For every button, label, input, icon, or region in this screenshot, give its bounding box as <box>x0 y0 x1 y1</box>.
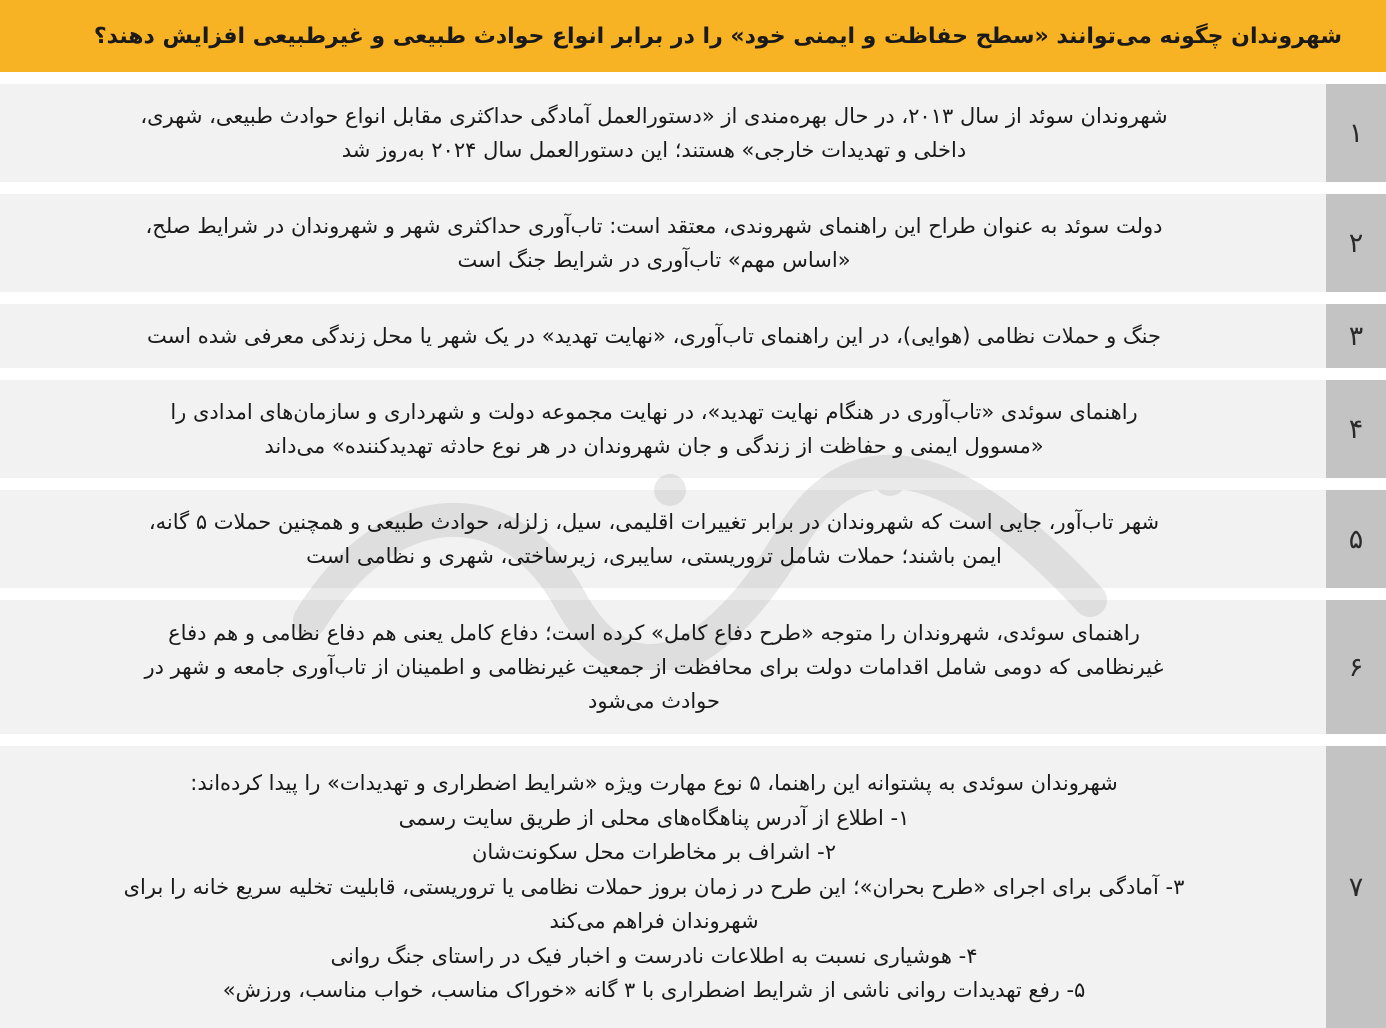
table-row <box>0 194 1386 292</box>
row-line: ۲- اشراف بر مخاطرات محل سکونت‌شان <box>471 840 837 865</box>
row-text <box>0 746 1326 1028</box>
infographic-title <box>0 0 1386 72</box>
row-line: ۱- اطلاع از آدرس پناهگاه‌های محلی از طریق سایت رسمی <box>398 805 910 830</box>
row-text <box>0 194 1326 292</box>
row-line: جنگ و حملات نظامی (هوایی)، در این راهنمای تاب‌آوری، «نهایت تهدید» در یک شهر یا محل زندگی معرفی شده است <box>147 324 1161 348</box>
row-line: «اساس مهم» تاب‌آوری در شرایط جنگ است <box>457 248 851 272</box>
title-text: شهروندان چگونه می‌توانند «سطح حفاظت و ایمنی خود» را در برابر انواع حوادث طبیعی و غیرطبیعی افزایش دهند؟ <box>93 23 1342 49</box>
row-text <box>0 600 1326 734</box>
row-line: شهروندان سوئد از سال ۲۰۱۳، در حال بهره‌مندی از «دستورالعمل آمادگی حداکثری مقابل انواع حوادث طبیعی، شهری، <box>140 104 1168 128</box>
table-row <box>0 84 1386 182</box>
row-line: شهروندان سوئدی به پشتوانه این راهنما، ۵ نوع مهارت ویژه «شرایط اضطراری و تهدیدات» را پیدا کرده‌اند: <box>190 771 1118 796</box>
row-line: راهنمای سوئدی «تاب‌آوری در هنگام نهایت تهدید»، در نهایت مجموعه دولت و شهرداری و سازمان‌های امدادی را <box>170 400 1138 424</box>
row-line: دولت سوئد به عنوان طراح این راهنمای شهروندی، معتقد است: تاب‌آوری حداکثری شهر و شهروندان در شرایط صلح، <box>145 214 1163 238</box>
table-row <box>0 490 1386 588</box>
row-number: ۱ <box>1326 84 1386 182</box>
table-row <box>0 600 1386 734</box>
row-line: ۴- هوشیاری نسبت به اطلاعات نادرست و اخبار فیک در راستای جنگ روانی <box>330 943 978 968</box>
row-line: حوادث می‌شود <box>588 689 721 713</box>
row-line: ایمن باشند؛ حملات شامل تروریستی، سایبری، زیرساختی، شهری و نظامی است <box>306 544 1002 568</box>
table-row <box>0 304 1386 368</box>
row-line: غیرنظامی که دومی شامل اقدامات دولت برای محافظت از جمعیت غیرنظامی و اطمینان از تاب‌آوری جامعه و شهر در <box>144 655 1164 679</box>
row-line: راهنمای سوئدی، شهروندان را متوجه «طرح دفاع کامل» کرده است؛ دفاع کامل یعنی هم دفاع نظامی و هم دفاع <box>168 621 1140 645</box>
row-text <box>0 490 1326 588</box>
row-line: «مسوول ایمنی و حفاظت از زندگی و جان شهروندان در هر نوع حادثه تهدیدکننده» می‌داند <box>264 434 1044 458</box>
row-line: ۵- رفع تهدیدات روانی ناشی از شرایط اضطراری با ۳ گانه «خوراک مناسب، خواب مناسب، ورزش» <box>222 978 1086 1003</box>
row-number: ۳ <box>1326 304 1386 368</box>
row-number: ۶ <box>1326 600 1386 734</box>
row-line: داخلی و تهدیدات خارجی» هستند؛ این دستورالعمل سال ۲۰۲۴ به‌روز شد <box>341 138 967 162</box>
row-line: شهر تاب‌آور، جایی است که شهروندان در برابر تغییرات اقلیمی، سیل، زلزله، حوادث طبیعی و همچنین حملات ۵ گانه، <box>148 510 1160 534</box>
row-number: ۵ <box>1326 490 1386 588</box>
row-text <box>0 84 1326 182</box>
row-text <box>0 380 1326 478</box>
row-number: ۲ <box>1326 194 1386 292</box>
table-row <box>0 746 1386 1028</box>
row-number: ۴ <box>1326 380 1386 478</box>
table-row <box>0 380 1386 478</box>
row-line: شهروندان فراهم می‌کند <box>549 909 759 934</box>
row-text <box>0 304 1326 368</box>
row-line: ۳- آمادگی برای اجرای «طرح بحران»؛ این طرح در زمان بروز حملات نظامی یا تروریستی، قابلیت تخلیه سریع خانه را برای <box>123 874 1185 899</box>
row-number: ۷ <box>1326 746 1386 1028</box>
